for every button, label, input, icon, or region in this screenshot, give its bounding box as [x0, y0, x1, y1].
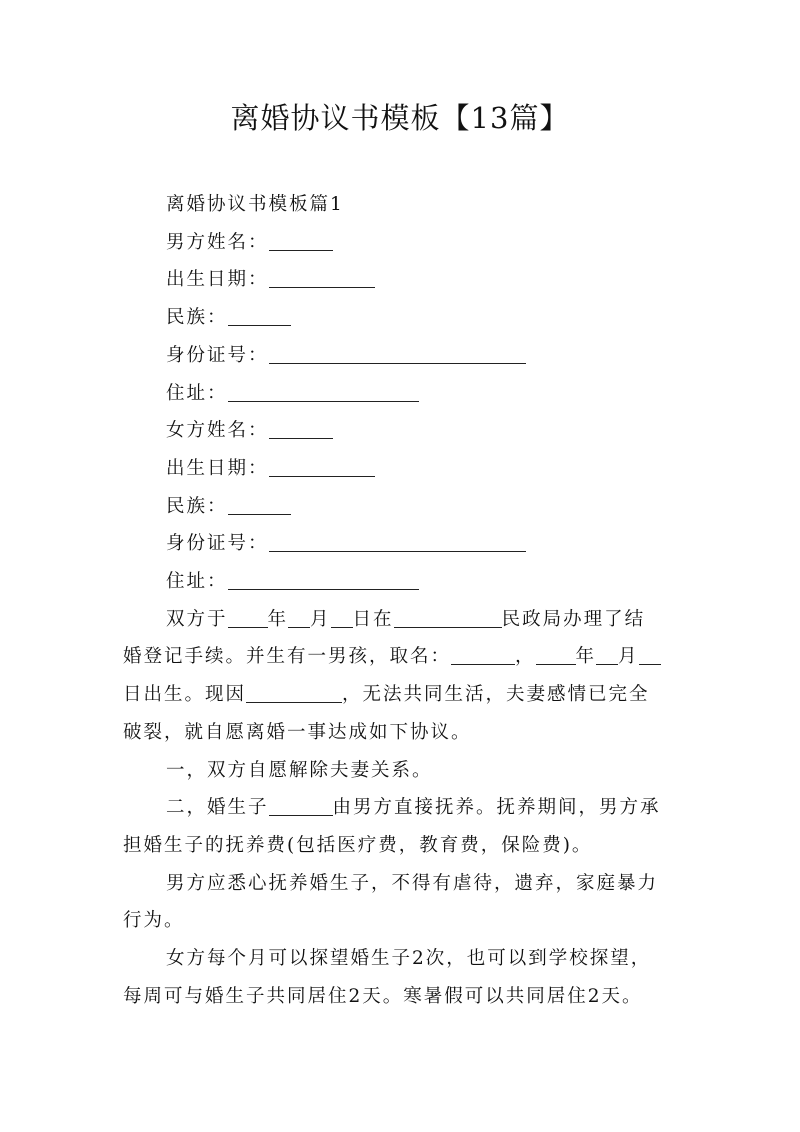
female-birth-label: 出生日期：	[166, 457, 269, 479]
female-visit-paragraph	[123, 940, 683, 1015]
male-address-label: 住址：	[166, 382, 228, 404]
text-span: ，无法共同生活，夫妻感情已完全	[342, 684, 650, 706]
blank	[596, 642, 618, 665]
text-span: 二，婚生子	[166, 797, 269, 819]
text-span: 日在	[352, 608, 394, 630]
clause-2	[123, 789, 683, 864]
text-span: 月	[310, 608, 331, 630]
blank	[246, 680, 342, 703]
male-birth-blank	[269, 265, 375, 288]
text-span: 日出生。现因	[123, 684, 247, 706]
blank	[228, 605, 268, 628]
blank	[451, 642, 515, 665]
male-ethnic-label: 民族：	[166, 307, 228, 329]
male-id-label: 身份证号：	[166, 344, 269, 366]
male-address-row	[123, 375, 683, 413]
text-span: 婚登记手续。并生有一男孩，取名：	[123, 646, 452, 668]
male-duty-paragraph	[123, 865, 683, 940]
text-span: 双方于	[166, 608, 228, 630]
section-heading: 离婚协议书模板篇1	[166, 194, 344, 215]
blank	[331, 605, 353, 628]
female-id-row	[123, 525, 683, 563]
text-span: 年	[575, 646, 597, 668]
text-line: 破裂，就自愿离婚一事达成如下协议。	[123, 721, 472, 743]
female-address-label: 住址：	[166, 571, 228, 593]
text-span: 年	[267, 608, 289, 630]
male-birth-label: 出生日期：	[166, 269, 269, 291]
female-birth-row	[123, 450, 683, 488]
text-line: 男方应悉心抚养婚生子，不得有虐待，遗弃，家庭暴力	[166, 872, 659, 894]
female-name-row	[123, 412, 683, 450]
male-name-blank	[269, 228, 333, 251]
male-birth-row	[123, 261, 683, 299]
male-address-blank	[228, 379, 419, 402]
text-line: 女方每个月可以探望婚生子2次，也可以到学校探望，	[166, 948, 652, 970]
blank	[536, 642, 576, 665]
male-name-label: 男方姓名：	[166, 231, 269, 253]
female-birth-blank	[269, 454, 375, 477]
female-ethnic-row	[123, 488, 683, 526]
female-address-row	[123, 563, 683, 601]
male-ethnic-blank	[228, 303, 291, 326]
female-ethnic-blank	[228, 492, 291, 515]
marriage-paragraph	[123, 601, 683, 752]
text-span: ，	[515, 646, 536, 668]
female-name-blank	[269, 416, 333, 439]
female-id-blank	[269, 529, 526, 552]
document-title: 离婚协议书模板【13篇】	[230, 101, 570, 135]
clause-1: 一，双方自愿解除夫妻关系。	[166, 759, 433, 781]
text-span: 由男方直接抚养。抚养期间，男方承	[332, 797, 661, 819]
text-line: 担婚生子的抚养费(包括医疗费，教育费，保险费)。	[123, 834, 593, 856]
text-span: 月	[618, 646, 639, 668]
female-address-blank	[228, 567, 419, 590]
text-line: 行为。	[123, 910, 185, 932]
blank	[288, 605, 310, 628]
female-name-label: 女方姓名：	[166, 420, 269, 442]
blank	[639, 642, 661, 665]
female-ethnic-label: 民族：	[166, 495, 228, 517]
text-span: 民政局办理了结	[501, 608, 646, 630]
male-id-row	[123, 337, 683, 375]
female-id-label: 身份证号：	[166, 533, 269, 555]
male-ethnic-row	[123, 299, 683, 337]
blank	[269, 793, 333, 816]
text-line: 每周可与婚生子共同居住2天。寒暑假可以共同居住2天。	[123, 985, 643, 1007]
document-body	[123, 186, 683, 1015]
male-name-row	[123, 224, 683, 262]
blank	[394, 605, 502, 628]
male-id-blank	[269, 341, 526, 364]
